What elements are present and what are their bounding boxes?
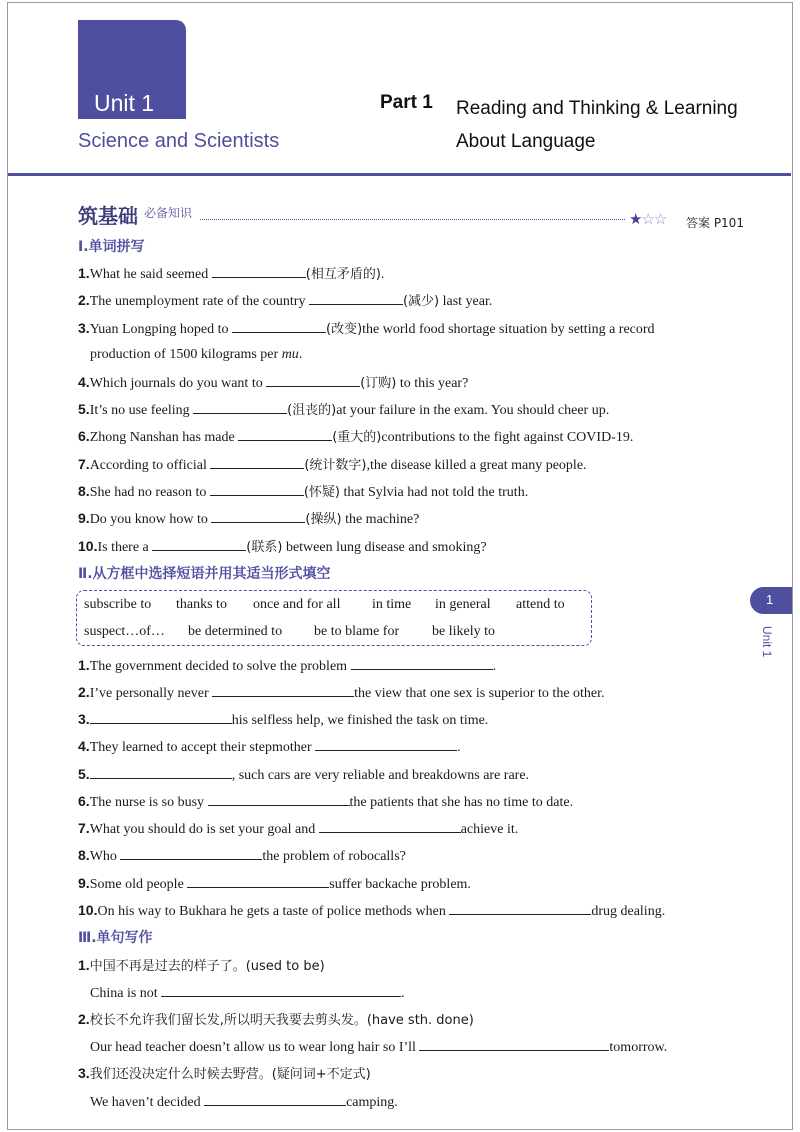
answer-blank[interactable] (232, 318, 326, 333)
part-title-line2: About Language (456, 131, 596, 152)
list-item: 8.She had no reason to (怀疑) that Sylvia had not told the truth. (78, 483, 529, 500)
answer-blank[interactable] (212, 263, 306, 278)
list-item: 1.The government decided to solve the problem . (78, 657, 497, 674)
answer-blank[interactable] (238, 426, 332, 441)
star-empty-icon: ☆ (653, 210, 667, 228)
answer-blank[interactable] (266, 372, 360, 387)
list-item: 6.Zhong Nanshan has made (重大的)contributions to the fight against COVID-19. (78, 428, 634, 445)
list-item: 5.It’s no use feeling (沮丧的)at your failure in the exam. You should cheer up. (78, 401, 610, 418)
phrase-option: in time (372, 597, 412, 612)
side-unit-label: Unit 1 (760, 626, 774, 658)
phrase-option: suspect…of… (84, 624, 165, 639)
part3-heading: Ⅲ.单句写作 (78, 930, 153, 946)
list-item-continuation: We haven’t decided camping. (90, 1091, 398, 1113)
list-item: 4.Which journals do you want to (订购) to this year? (78, 374, 469, 391)
list-item: 3.Yuan Longping hoped to (改变)the world food shortage situation by setting a record (78, 320, 655, 337)
part2-heading: Ⅱ.从方框中选择短语并用其适当形式填空 (78, 566, 331, 582)
section-subtitle: 必备知识 (144, 206, 193, 220)
list-item-continuation: China is not . (90, 982, 405, 1004)
part-title (456, 92, 756, 158)
answer-blank[interactable] (90, 709, 232, 724)
answer-blank[interactable] (161, 982, 401, 997)
difficulty-stars (629, 210, 666, 228)
part-title-line1: Reading and Thinking & Learning (456, 98, 738, 119)
phrase-option: be to blame for (314, 624, 400, 639)
list-item-continuation: production of 1500 kilograms per mu. (90, 347, 303, 362)
list-item: 5. , such cars are very reliable and breakdowns are rare. (78, 766, 530, 783)
part-number: Part 1 (380, 92, 433, 113)
answer-blank[interactable] (210, 454, 304, 469)
list-item: 1.中国不再是过去的样子了。(used to be) (78, 957, 325, 974)
list-item: 2.I’ve personally never the view that one sex is superior to the other. (78, 684, 605, 701)
answer-blank[interactable] (208, 791, 350, 806)
answer-blank[interactable] (419, 1036, 609, 1051)
list-item: 10.Is there a (联系) between lung disease and smoking? (78, 538, 487, 555)
unit-subtitle: Science and Scientists (78, 130, 280, 152)
answer-blank[interactable] (120, 845, 262, 860)
phrase-option: thanks to (176, 597, 227, 612)
list-item: 10.On his way to Bukhara he gets a taste of police methods when drug dealing. (78, 902, 666, 919)
answer-blank[interactable] (210, 481, 304, 496)
list-item: 9.Some old people suffer backache problem. (78, 875, 471, 892)
answer-reference: 答案 P101 (686, 216, 744, 230)
phrase-option: be likely to (432, 624, 495, 639)
phrase-option: attend to (516, 597, 565, 612)
list-item-continuation: Our head teacher doesn’t allow us to wear long hair so I’ll tomorrow. (90, 1036, 667, 1058)
list-item: 9.Do you know how to (操纵) the machine? (78, 510, 420, 527)
answer-blank[interactable] (187, 873, 329, 888)
answer-blank[interactable] (212, 682, 354, 697)
star-empty-icon: ☆ (641, 210, 654, 228)
answer-blank[interactable] (315, 736, 457, 751)
answer-blank[interactable] (90, 764, 232, 779)
phrase-option: once and for all (253, 597, 341, 612)
answer-blank[interactable] (152, 536, 246, 551)
unit-label: Unit 1 (94, 90, 155, 116)
star-filled-icon: ★ (629, 210, 642, 228)
answer-blank[interactable] (204, 1091, 346, 1106)
list-item: 7.According to official (统计数字),the disease killed a great many people. (78, 456, 587, 473)
part1-heading: Ⅰ.单词拼写 (78, 239, 145, 255)
list-item: 2.校长不允许我们留长发,所以明天我要去剪头发。(have sth. done) (78, 1011, 474, 1028)
list-item: 7.What you should do is set your goal and achieve it. (78, 820, 519, 837)
answer-blank[interactable] (211, 508, 305, 523)
answer-blank[interactable] (193, 399, 287, 414)
answer-blank[interactable] (449, 900, 591, 915)
list-item: 3.我们还没决定什么时候去野营。(疑问词+不定式) (78, 1065, 371, 1082)
section-dotted-rule (200, 219, 625, 220)
list-item: 3. his selfless help, we finished the task on time. (78, 711, 489, 728)
answer-blank[interactable] (319, 818, 461, 833)
list-item: 4.They learned to accept their stepmother . (78, 738, 461, 755)
answer-blank[interactable] (351, 655, 493, 670)
phrase-option: subscribe to (84, 597, 152, 612)
list-item: 6.The nurse is so busy the patients that she has no time to date. (78, 793, 574, 810)
list-item: 1.What he said seemed (相互矛盾的). (78, 265, 385, 282)
list-item: 2.The unemployment rate of the country (减少) last year. (78, 292, 493, 309)
page-number: 1 (766, 592, 774, 607)
header-divider (8, 173, 791, 176)
phrase-option: in general (435, 597, 491, 612)
list-item: 8.Who the problem of robocalls? (78, 847, 406, 864)
section-title: 筑基础 (78, 204, 138, 228)
phrase-option: be determined to (188, 624, 283, 639)
answer-blank[interactable] (309, 290, 403, 305)
